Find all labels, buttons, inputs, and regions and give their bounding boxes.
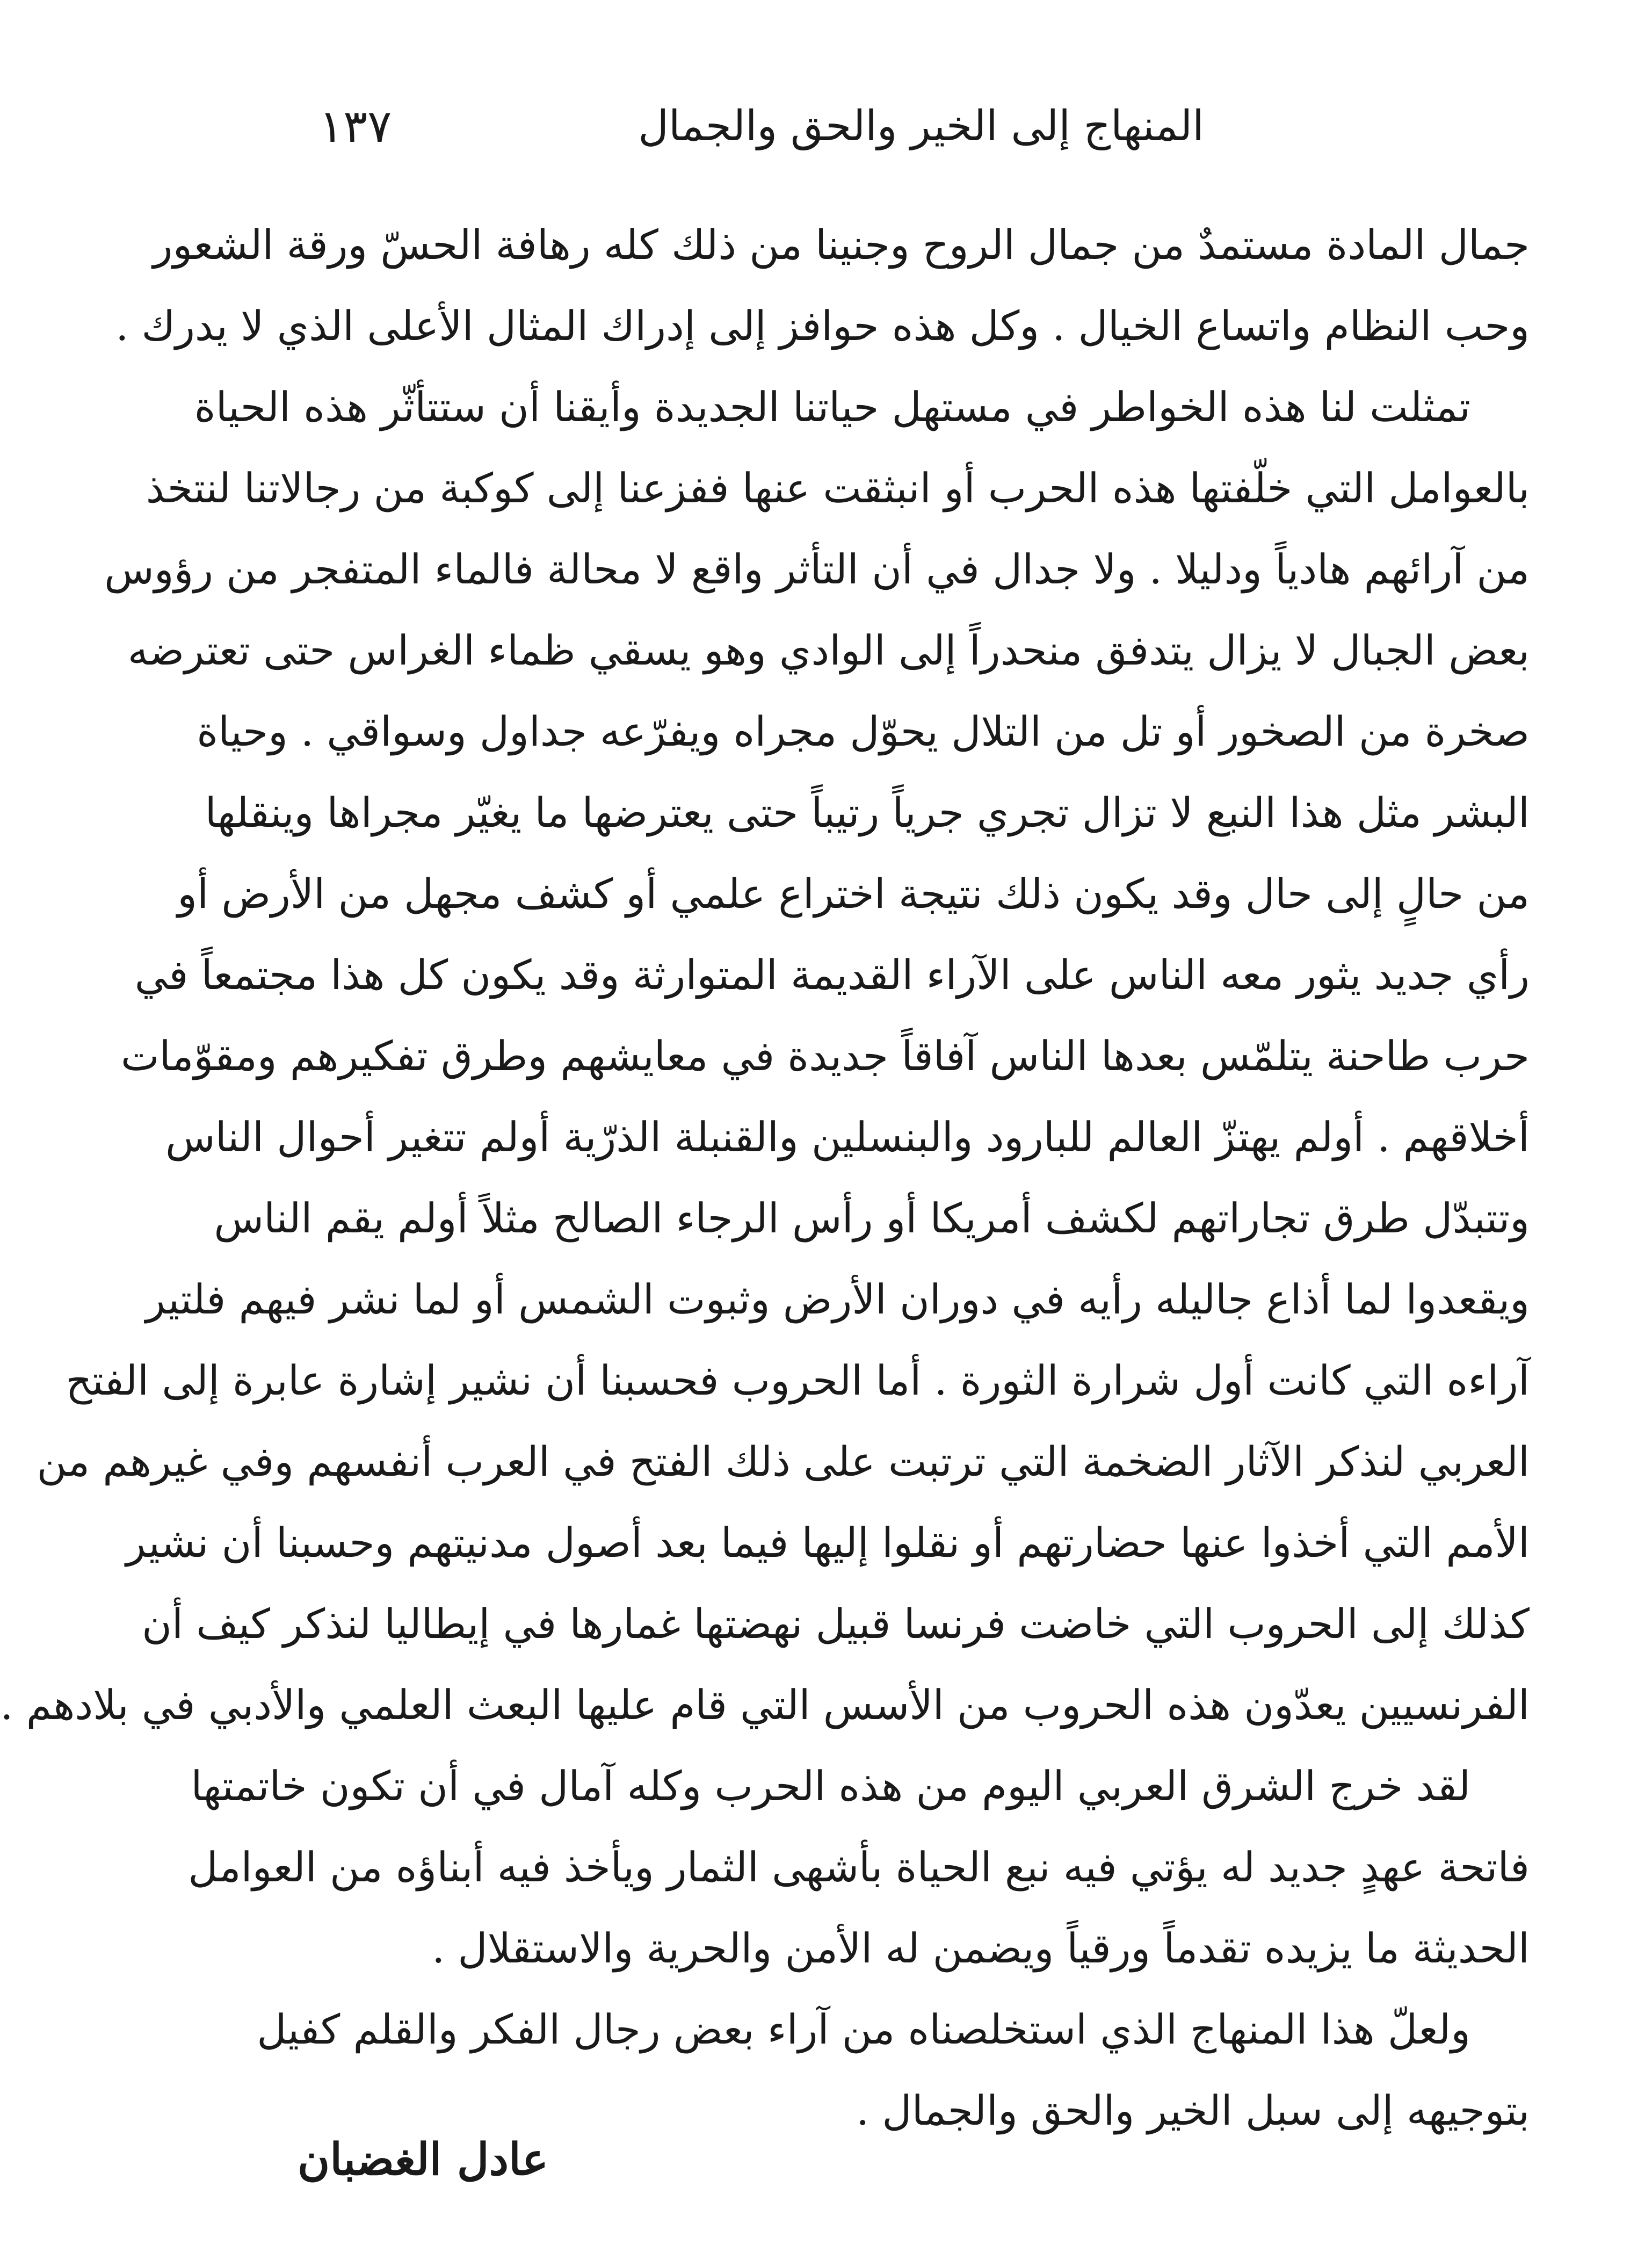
text-line: وتتبدّل طرق تجاراتهم لكشف أمريكا أو رأس الرجاء الصالح مثلاً أولم يقم الناس bbox=[214, 1194, 1530, 1242]
text-line: فاتحة عهدٍ جديد له يؤتي فيه نبع الحياة بأشهى الثمار ويأخذ فيه أبناؤه من العوامل bbox=[188, 1843, 1530, 1891]
author-signature: عادل الغضبان bbox=[298, 2134, 548, 2185]
page-header bbox=[319, 94, 1523, 175]
text-line: ويقعدوا لما أذاع جاليله رأيه في دوران الأرض وثبوت الشمس أو لما نشر فيهم فلتير bbox=[146, 1275, 1530, 1323]
text-line: جمال المادة مستمدٌ من جمال الروح وجنينا من ذلك كله رهافة الحسّ ورقة الشعور bbox=[153, 221, 1530, 269]
page-number: ١٣٧ bbox=[319, 100, 392, 153]
text-line: أخلاقهم . أولم يهتزّ العالم للبارود والبنسلين والقنبلة الذرّية أولم تتغير أحوال الناس bbox=[165, 1113, 1530, 1161]
paragraph bbox=[188, 1745, 1530, 1989]
text-line: حرب طاحنة يتلمّس بعدها الناس آفاقاً جديدة في معايشهم وطرق تفكيرهم ومقوّمات bbox=[121, 1032, 1530, 1080]
text-line: بالعوامل التي خلّفتها هذه الحرب أو انبثقت عنها ففزعنا إلى كوكبة من رجالاتنا لنتخذ bbox=[146, 464, 1530, 512]
text-line: تمثلت لنا هذه الخواطر في مستهل حياتنا الجديدة وأيقنا أن ستتأثّر هذه الحياة bbox=[194, 383, 1470, 431]
text-line: آراءه التي كانت أول شرارة الثورة . أما الحروب فحسبنا أن نشير إشارة عابرة إلى الفتح bbox=[66, 1356, 1530, 1404]
paragraph bbox=[0, 366, 1530, 1745]
text-line: من حالٍ إلى حال وقد يكون ذلك نتيجة اختراع علمي أو كشف مجهل من الأرض أو bbox=[177, 870, 1530, 918]
text-line: من آرائهم هادياً ودليلا . ولا جدال في أن التأثر واقع لا محالة فالماء المتفجر من رؤوس bbox=[104, 545, 1530, 593]
text-line: ولعلّ هذا المنهاج الذي استخلصناه من آراء بعض رجال الفكر والقلم كفيل bbox=[257, 2005, 1470, 2053]
text-line: رأي جديد يثور معه الناس على الآراء القديمة المتوارثة وقد يكون كل هذا مجتمعاً في bbox=[134, 951, 1530, 999]
text-line: وحب النظام واتساع الخيال . وكل هذه حوافز إلى إدراك المثال الأعلى الذي لا يدرك . bbox=[115, 302, 1530, 350]
text-line: بتوجيهه إلى سبل الخير والحق والجمال . bbox=[856, 2087, 1530, 2134]
running-title: المنهاج إلى الخير والحق والجمال bbox=[638, 102, 1204, 150]
text-line: البشر مثل هذا النبع لا تزال تجري جرياً رتيباً حتى يعترضها ما يغيّر مجراها وينقلها bbox=[205, 789, 1530, 836]
body-text bbox=[0, 204, 1530, 2151]
text-line: كذلك إلى الحروب التي خاضت فرنسا قبيل نهضتها غمارها في إيطاليا لنذكر كيف أن bbox=[142, 1600, 1530, 1648]
text-line: الفرنسيين يعدّون هذه الحروب من الأسس التي قام عليها البعث العلمي والأدبي في بلادهم . bbox=[0, 1681, 1530, 1729]
text-line: العربي لنذكر الآثار الضخمة التي ترتبت على ذلك الفتح في العرب أنفسهم وفي غيرهم من bbox=[37, 1438, 1530, 1485]
paragraph bbox=[115, 204, 1530, 366]
text-line: الأمم التي أخذوا عنها حضارتهم أو نقلوا إليها فيما بعد أصول مدنيتهم وحسبنا أن نشير bbox=[126, 1519, 1530, 1567]
text-line: صخرة من الصخور أو تل من التلال يحوّل مجراه ويفرّعه جداول وسواقي . وحياة bbox=[197, 708, 1530, 755]
text-line: لقد خرج الشرق العربي اليوم من هذه الحرب وكله آمال في أن تكون خاتمتها bbox=[191, 1762, 1470, 1810]
text-line: بعض الجبال لا يزال يتدفق منحدراً إلى الوادي وهو يسقي ظماء الغراس حتى تعترضه bbox=[127, 626, 1530, 674]
text-line: الحديثة ما يزيده تقدماً ورقياً ويضمن له الأمن والحرية والاستقلال . bbox=[432, 1924, 1530, 1972]
